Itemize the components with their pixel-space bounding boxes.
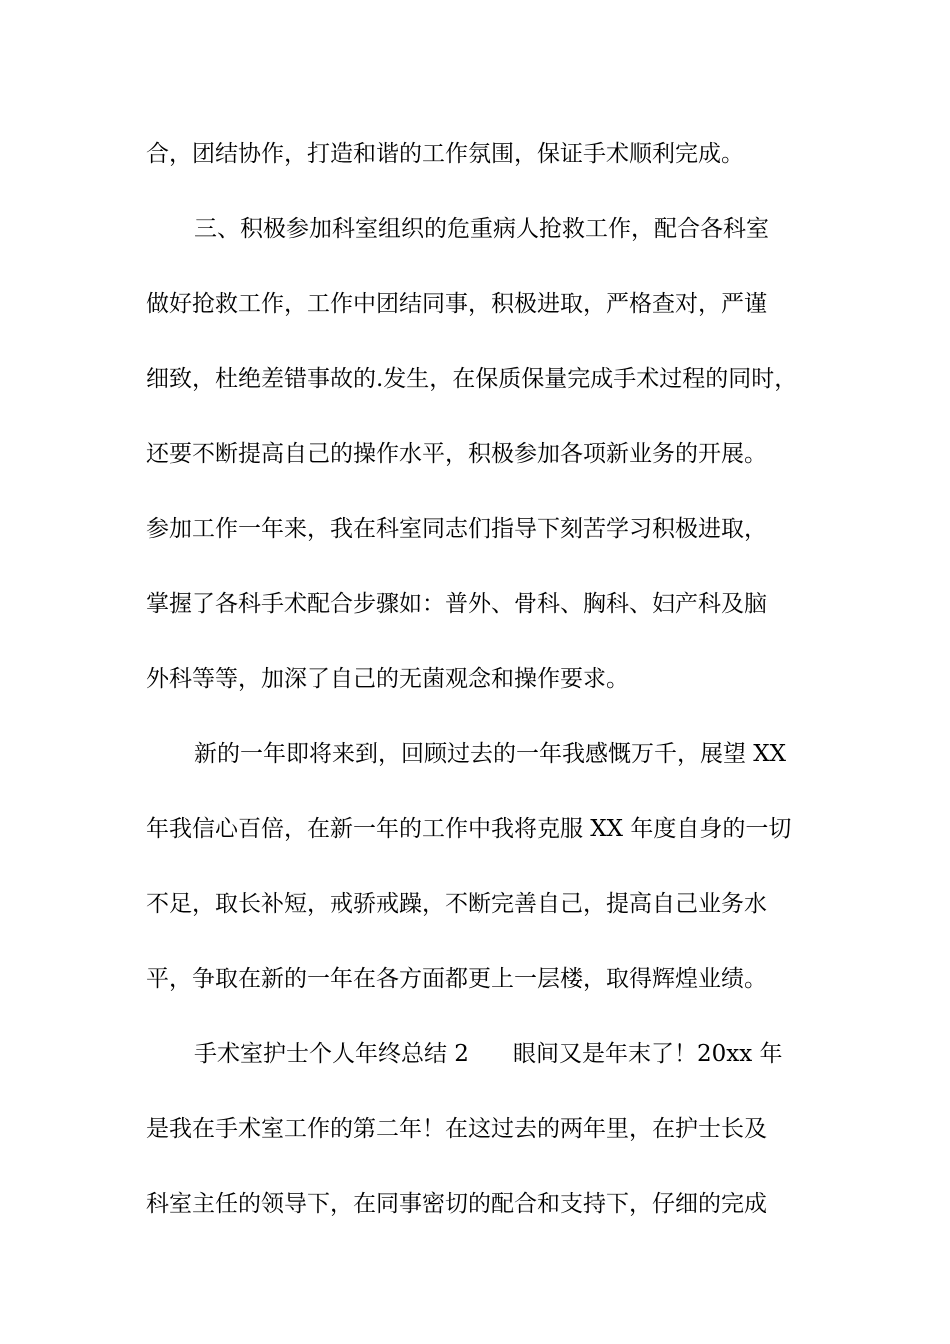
text-line: 科室主任的领导下，在同事密切的配合和支持下，仔细的完成 [146, 1191, 767, 1217]
text-line: 新的一年即将来到，回顾过去的一年我感慨万千，展望 XX [194, 741, 787, 767]
document-body [146, 127, 816, 1252]
text-line: 细致，杜绝差错事故的.发生，在保质保量完成手术过程的同时， [146, 366, 798, 392]
text-line: 是我在手术室工作的第二年！在这过去的两年里，在护士长及 [146, 1116, 767, 1142]
text-line: 年我信心百倍，在新一年的工作中我将克服 XX 年度自身的一切 [146, 816, 792, 842]
text-line: 还要不断提高自己的操作水平，积极参加各项新业务的开展。 [146, 441, 767, 467]
text-line: 参加工作一年来，我在科室同志们指导下刻苦学习积极进取， [146, 516, 767, 542]
section-heading-continuation: 眼间又是年末了！20xx 年 [512, 1041, 783, 1067]
text-line: 合，团结协作，打造和谐的工作氛围，保证手术顺利完成。 [146, 141, 744, 167]
section-heading-line [146, 1027, 816, 1102]
section-heading-title: 手术室护士个人年终总结 2 [194, 1041, 469, 1067]
text-line: 平，争取在新的一年在各方面都更上一层楼，取得辉煌业绩。 [146, 966, 767, 992]
text-line: 不足，取长补短，戒骄戒躁，不断完善自己，提高自己业务水 [146, 891, 767, 917]
text-line: 做好抢救工作，工作中团结同事，积极进取，严格查对，严谨 [146, 291, 767, 317]
text-line: 外科等等，加深了自己的无菌观念和操作要求。 [146, 666, 629, 692]
text-line: 三、积极参加科室组织的危重病人抢救工作，配合各科室 [194, 216, 769, 242]
text-line: 掌握了各科手术配合步骤如：普外、骨科、胸科、妇产科及脑 [146, 591, 767, 617]
